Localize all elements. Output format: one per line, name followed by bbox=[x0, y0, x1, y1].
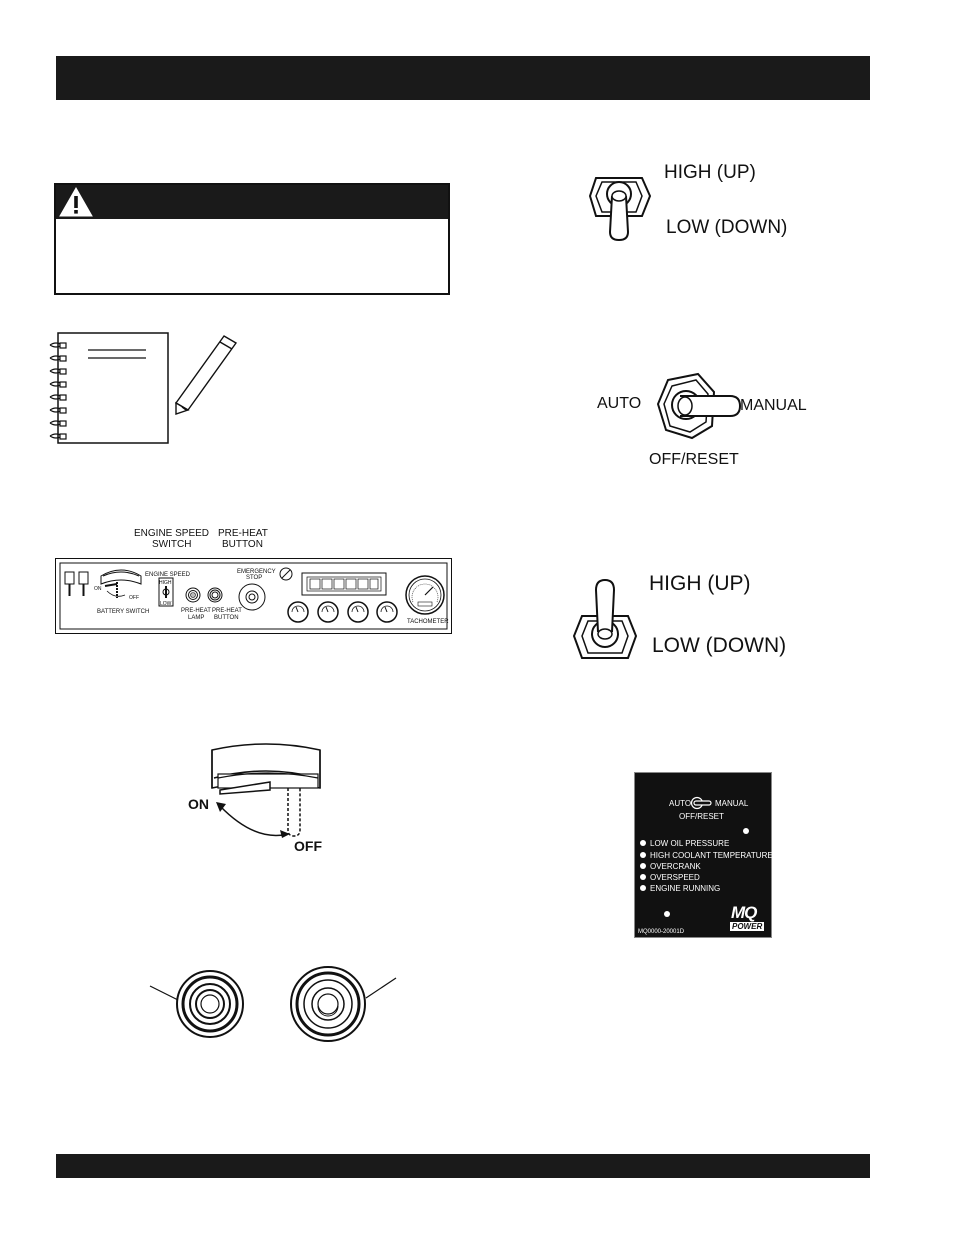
monitor-screw-icon bbox=[743, 828, 749, 834]
callout-engine-speed-line2: SWITCH bbox=[152, 539, 192, 550]
panel-preheat-lamp-line1: PRE-HEAT bbox=[181, 608, 211, 614]
header-bar bbox=[56, 56, 870, 100]
monitor-auto-label: AUTO bbox=[669, 799, 692, 808]
switch-off-reset-label: OFF/RESET bbox=[649, 451, 739, 468]
indicator-dot bbox=[640, 885, 646, 891]
indicator-label: ENGINE RUNNING bbox=[650, 884, 721, 893]
indicator-dot bbox=[640, 874, 646, 880]
mq-logo-top: MQ bbox=[731, 903, 757, 922]
panel-on-label: ON bbox=[94, 586, 102, 592]
monitor-part-number: MQ0000-20001D bbox=[638, 929, 685, 935]
panel-tachometer-label: TACHOMETER bbox=[407, 619, 449, 625]
warning-header bbox=[56, 185, 448, 219]
panel-engine-speed-label: ENGINE SPEED bbox=[145, 572, 191, 578]
toggle2-high-label: HIGH (UP) bbox=[649, 572, 751, 595]
monitor-key-switch-icon bbox=[691, 796, 713, 810]
notebook-pencil-icon bbox=[48, 328, 248, 448]
detail-on-label: ON bbox=[188, 796, 209, 812]
indicator-label: HIGH COOLANT TEMPERATURE bbox=[650, 851, 773, 860]
preheat-lamp-closeup bbox=[148, 964, 268, 1044]
indicator-label: OVERCRANK bbox=[650, 862, 701, 871]
engine-speed-toggle-up bbox=[570, 576, 640, 676]
warning-triangle-icon bbox=[58, 186, 94, 218]
panel-preheat-button-line1: PRE-HEAT bbox=[212, 608, 242, 614]
monitor-screw-icon bbox=[664, 911, 670, 917]
toggle1-high-label: HIGH (UP) bbox=[664, 162, 756, 183]
indicator-label: OVERSPEED bbox=[650, 873, 700, 882]
indicator-label: LOW OIL PRESSURE bbox=[650, 839, 730, 848]
mq-logo-bottom: POWER bbox=[732, 922, 763, 931]
detail-off-label: OFF bbox=[294, 838, 322, 854]
monitor-off-reset-label: OFF/RESET bbox=[679, 812, 724, 821]
control-panel bbox=[55, 558, 452, 634]
toggle1-low-label: LOW (DOWN) bbox=[666, 217, 788, 238]
switch-manual-label: MANUAL bbox=[740, 397, 807, 414]
preheat-button-closeup bbox=[286, 964, 416, 1044]
panel-emergency-stop-line1: EMERGENCY bbox=[237, 569, 276, 575]
warning-box bbox=[54, 183, 450, 295]
panel-low-label: LOW bbox=[160, 601, 172, 607]
panel-emergency-stop-line2: STOP bbox=[246, 575, 263, 581]
callout-preheat-line1: PRE-HEAT bbox=[218, 528, 268, 539]
indicator-dot bbox=[640, 863, 646, 869]
engine-monitor-panel bbox=[634, 772, 772, 938]
switch-auto-label: AUTO bbox=[597, 395, 642, 412]
panel-off-label: OFF bbox=[129, 595, 139, 601]
panel-preheat-button-line2: BUTTON bbox=[214, 615, 239, 621]
indicator-dot bbox=[640, 852, 646, 858]
callout-preheat-line2: BUTTON bbox=[222, 539, 263, 550]
callout-engine-speed-line1: ENGINE SPEED bbox=[134, 528, 210, 539]
toggle2-low-label: LOW (DOWN) bbox=[652, 634, 787, 657]
panel-battery-switch-label: BATTERY SWITCH bbox=[97, 609, 150, 615]
panel-high-label: HIGH bbox=[159, 580, 172, 586]
engine-speed-toggle-down bbox=[586, 166, 656, 246]
footer-bar bbox=[56, 1154, 870, 1178]
indicator-dot bbox=[640, 840, 646, 846]
panel-preheat-lamp-line2: LAMP bbox=[188, 615, 205, 621]
monitor-manual-label: MANUAL bbox=[715, 799, 749, 808]
